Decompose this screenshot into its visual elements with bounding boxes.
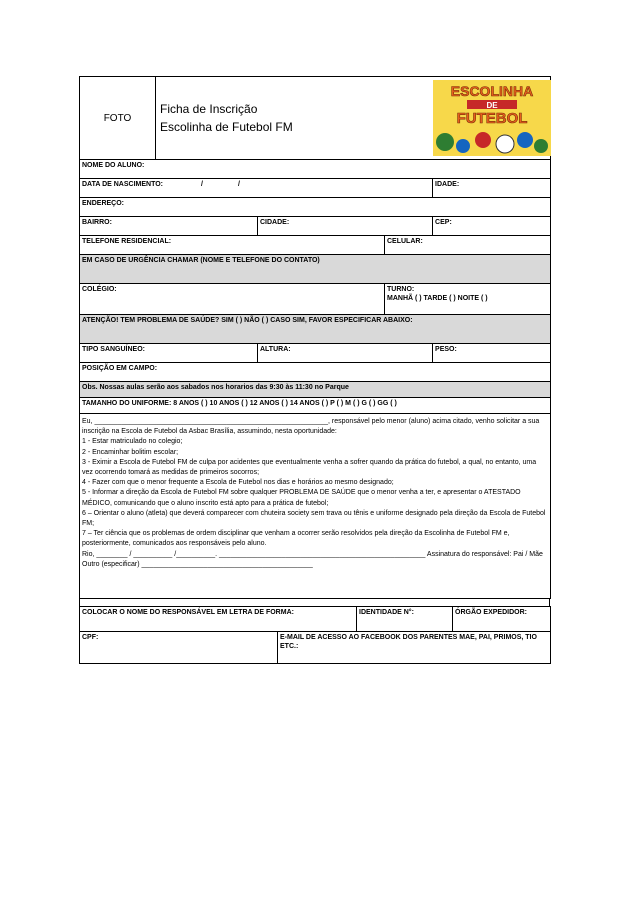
terms-intro: Eu, ____________________________________________________________, responsável pelo menor (aluno) acima citado, venho solicitar a sua inscrição na Escola de Futebol da Asbac Brasília, assumindo, nesta oportunidade: xyxy=(82,418,540,436)
date-slash-1: / xyxy=(201,181,203,188)
form-title xyxy=(156,77,433,160)
field-orgao[interactable]: ÓRGÃO EXPEDIDOR: xyxy=(453,607,551,632)
field-cidade[interactable]: CIDADE: xyxy=(258,217,433,236)
field-saude[interactable]: ATENÇÃO! TEM PROBLEMA DE SAÚDE? SIM ( ) NÃO ( ) CASO SIM, FAVOR ESPECIFICAR ABAIXO: xyxy=(80,315,551,344)
logo-text-mid: DE xyxy=(485,100,498,110)
escolinha-logo xyxy=(433,80,551,156)
photo-box: FOTO xyxy=(80,77,156,160)
turno-label: TURNO: xyxy=(387,286,415,293)
field-identidade[interactable]: IDENTIDADE N°: xyxy=(357,607,453,632)
field-idade[interactable]: IDADE: xyxy=(433,179,551,198)
terms-item-5: 5 - Informar a direção da Escola de Futebol FM sobre qualquer PROBLEMA DE SAÚDE que o menor venha a ter, e apresentar o ATESTADO MÉDICO, comunicando que o aluno inscrito está apto para a prática de futebol; xyxy=(82,489,521,507)
field-turno[interactable] xyxy=(385,284,551,315)
nascimento-label: DATA DE NASCIMENTO: xyxy=(82,181,164,188)
field-bairro[interactable]: BAIRRO: xyxy=(80,217,258,236)
date-slash-2: / xyxy=(238,181,240,188)
registration-form xyxy=(79,76,550,664)
field-colegio[interactable]: COLÉGIO: xyxy=(80,284,385,315)
terms-item-4: 4 - Fazer com que o menor frequente a Escola de Futebol nos dias e horários ao mesmo designado; xyxy=(82,479,394,487)
field-posicao[interactable]: POSIÇÃO EM CAMPO: xyxy=(80,363,551,382)
logo-graphic xyxy=(433,80,551,156)
turno-options: MANHÃ ( ) TARDE ( ) NOITE ( ) xyxy=(387,295,488,302)
title-line1: Ficha de Inscrição xyxy=(160,102,258,116)
terms-block xyxy=(80,414,551,599)
other-specify-line[interactable]: Outro (especificar) ____________________________________________ xyxy=(82,560,313,568)
field-nome-responsavel[interactable]: COLOCAR O NOME DO RESPONSÁVEL EM LETRA DE FORMA: xyxy=(80,607,357,632)
field-altura[interactable]: ALTURA: xyxy=(258,344,433,363)
obs-note: Obs. Nossas aulas serão aos sabados nos horarios das 9:30 às 11:30 no Parque xyxy=(80,382,551,398)
field-nascimento[interactable] xyxy=(80,179,433,198)
terms-item-3: 3 - Eximir a Escola de Futebol FM de culpa por acidentes que eventualmente venha a sofrer quando da prática do futebol, a qual, no entanto, uma vez ocorrendo tomará as medidas de primeiros socorros; xyxy=(82,458,537,477)
field-urgencia[interactable]: EM CASO DE URGÊNCIA CHAMAR (NOME E TELEFONE DO CONTATO) xyxy=(80,255,551,284)
footer-table xyxy=(79,606,551,664)
logo-text-top: ESCOLINHA xyxy=(450,82,533,99)
field-endereco[interactable]: ENDEREÇO: xyxy=(80,198,551,217)
field-peso[interactable]: PESO: xyxy=(433,344,551,363)
field-uniforme[interactable]: TAMANHO DO UNIFORME: 8 ANOS ( ) 10 ANOS ( ) 12 ANOS ( ) 14 ANOS ( ) P ( ) M ( ) G ( ) GG ( ) xyxy=(80,398,551,414)
field-telefone[interactable]: TELEFONE RESIDENCIAL: xyxy=(80,236,385,255)
footer-gap xyxy=(79,599,550,606)
terms-item-6: 6 – Orientar o aluno (atleta) que deverá comparecer com chuteira society sem trava ou tênis e uniforme designado pela direção da Escola de Futebol FM; xyxy=(82,509,546,528)
field-cep[interactable]: CEP: xyxy=(433,217,551,236)
logo-cell xyxy=(433,77,551,160)
form-table xyxy=(79,76,551,599)
terms-item-1: 1 - Estar matriculado no colegio; xyxy=(82,438,183,446)
field-cpf[interactable]: CPF: xyxy=(80,632,278,664)
field-email[interactable]: E-MAIL DE ACESSO AO FACEBOOK DOS PARENTES MAE, PAI, PRIMOS, TIO ETC.: xyxy=(278,632,551,664)
terms-item-2: 2 - Encaminhar bolitim escolar; xyxy=(82,448,179,456)
signature-line[interactable]: Rio, ________ / __________ /__________. _____________________________________________________ Assinatura do responsável: Pai / Mãe xyxy=(82,550,543,558)
logo-text-bottom: FUTEBOL xyxy=(456,109,527,127)
field-celular[interactable]: CELULAR: xyxy=(385,236,551,255)
terms-item-7: 7 – Ter ciência que os problemas de ordem disciplinar que venham a ocorrer serão resolvidos pela direção da Escolinha de Futebol FM e, posteriormente, comunicados aos responsáveis pelo aluno. xyxy=(82,530,510,548)
field-sangue[interactable]: TIPO SANGUÍNEO: xyxy=(80,344,258,363)
field-nome[interactable]: NOME DO ALUNO: xyxy=(80,160,551,179)
title-line2: Escolinha de Futebol FM xyxy=(160,120,293,134)
